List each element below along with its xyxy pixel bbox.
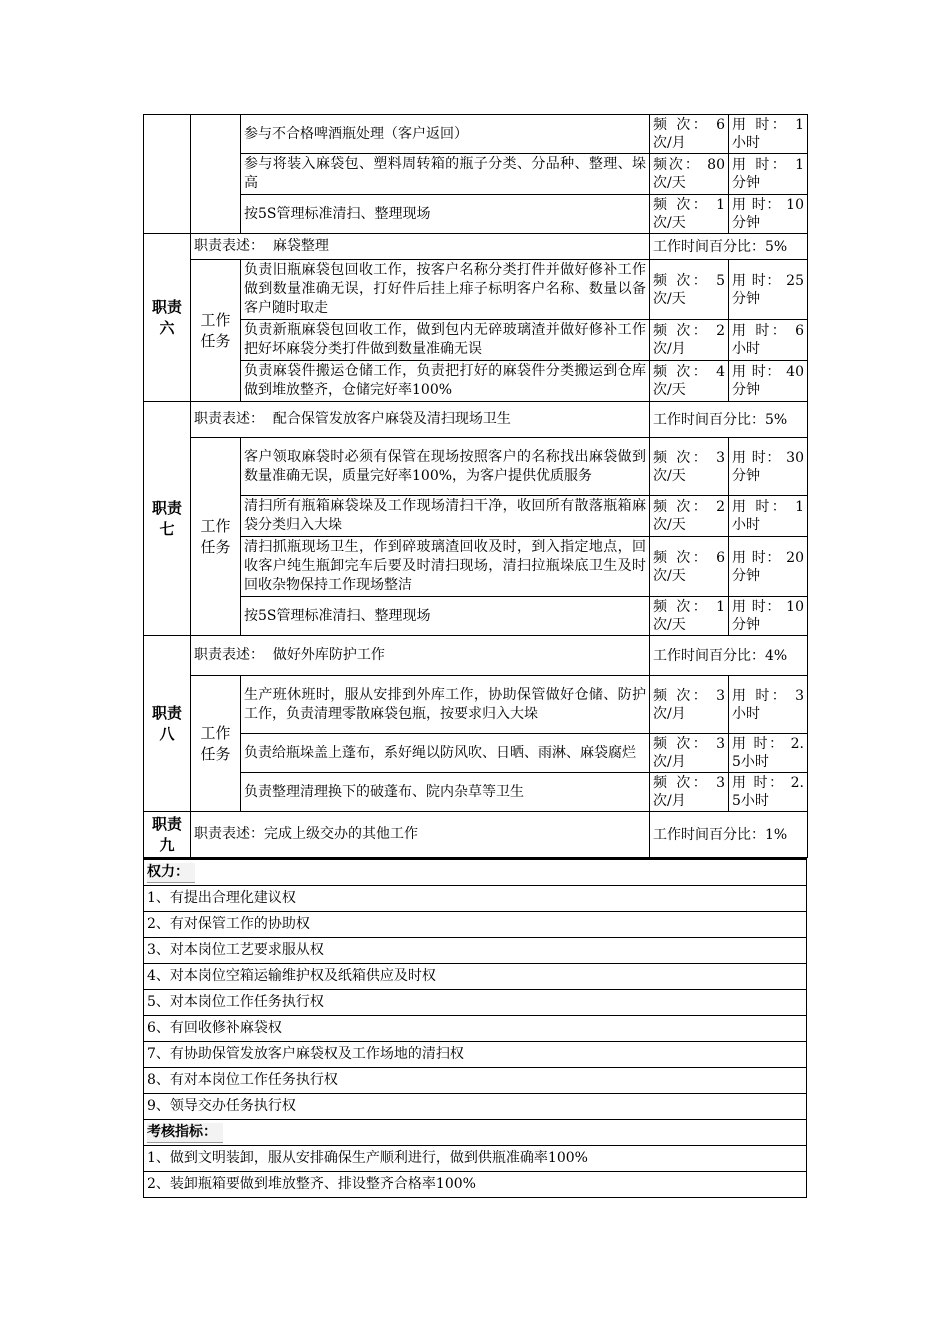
duty-description-label: 职责表述： [194,411,264,427]
task-duration: 用 时： 25分钟 [729,260,808,320]
list-item [144,1094,807,1120]
task-duration: 用 时： 2.5小时 [729,734,808,773]
task-frequency: 频 次： 2次/月 [650,320,729,361]
task-frequency: 频 次： 1次/天 [650,195,729,234]
power-item: 5、对本岗位工作任务执行权 [144,990,807,1016]
task-text: 清扫抓瓶现场卫生，作到碎玻璃渣回收及时，到入指定地点，回收客户纯生瓶卸完车后要及时清扫现场，清扫拉瓶垛底卫生及时回收杂物保持工作现场整洁 [241,537,650,597]
table-row [144,597,808,636]
task-text: 客户领取麻袋时必须有保管在现场按照客户的名称找出麻袋做到数量准确无误，质量完好率100%，为客户提供优质服务 [241,438,650,496]
power-item: 4、对本岗位空箱运输维护权及纸箱供应及时权 [144,964,807,990]
powers-title-text: 权力： [147,863,195,883]
duty-description-label: 职责表述： [194,826,264,842]
kpi-item: 2、装卸瓶箱要做到堆放整齐、排设整齐合格率100% [144,1172,807,1198]
table-row [144,773,808,812]
list-item [144,886,807,912]
task-text: 负责整理清理换下的破蓬布、院内杂草等卫生 [241,773,650,812]
duty-description-text: 做好外库防护工作 [272,647,385,663]
power-item: 8、有对本岗位工作任务执行权 [144,1068,807,1094]
duty-description [191,812,650,858]
table-row [144,320,808,361]
task-label: 工作任务 [191,260,241,402]
task-duration: 用 时： 6小时 [729,320,808,361]
task-label-cell [191,115,241,234]
task-duration: 用 时： 1小时 [729,115,808,154]
task-duration: 用 时： 2.5小时 [729,773,808,812]
task-duration: 用 时： 3小时 [729,676,808,734]
table-row [144,438,808,496]
task-frequency: 频 次： 4次/天 [650,361,729,402]
duty-sheet [143,114,807,1198]
list-item [144,1042,807,1068]
table-row [144,115,808,154]
work-time-percentage: 工作时间百分比：4% [650,636,808,676]
power-item: 2、有对保管工作的协助权 [144,912,807,938]
task-duration: 用 时： 40分钟 [729,361,808,402]
powers-table [143,858,807,1198]
table-row [144,361,808,402]
task-text: 负责旧瓶麻袋包回收工作，按客户名称分类打件并做好修补工作做到数量准确无误，打好件后挂上痱子标明客户名称、数量以备客户随时取走 [241,260,650,320]
table-row [144,734,808,773]
task-duration: 用 时： 10分钟 [729,597,808,636]
table-row [144,537,808,597]
table-row [144,676,808,734]
work-time-percentage: 工作时间百分比：5% [650,234,808,260]
task-frequency: 频 次： 1次/天 [650,597,729,636]
task-frequency: 频 次： 6次/天 [650,537,729,597]
task-frequency: 频次： 80次/天 [650,154,729,195]
table-row [144,402,808,438]
task-duration: 用 时： 20分钟 [729,537,808,597]
task-frequency: 频 次： 3次/月 [650,676,729,734]
duty-label: 职责九 [144,812,191,858]
task-frequency: 频 次： 2次/天 [650,496,729,537]
table-row [144,496,808,537]
powers-title [144,859,807,886]
kpi-title-text: 考核指标： [147,1123,223,1143]
table-row [144,195,808,234]
task-text: 负责麻袋件搬运仓储工作，负责把打好的麻袋件分类搬运到仓库做到堆放整齐，仓储完好率100% [241,361,650,402]
list-item [144,938,807,964]
duty-description [191,402,650,438]
task-text: 清扫所有瓶箱麻袋垛及工作现场清扫干净，收回所有散落瓶箱麻袋分类归入大垛 [241,496,650,537]
duty-description-text: 完成上级交办的其他工作 [264,826,418,842]
task-text: 生产班休班时，服从安排到外库工作，协助保管做好仓储、防护工作，负责清理零散麻袋包瓶，按要求归入大垛 [241,676,650,734]
duty-label: 职责六 [144,234,191,402]
task-frequency: 频 次： 6次/月 [650,115,729,154]
task-label: 工作任务 [191,438,241,636]
duty-description-text: 配合保管发放客户麻袋及清扫现场卫生 [272,411,511,427]
table-row [144,812,808,858]
kpi-title [144,1120,807,1146]
power-item: 9、领导交办任务执行权 [144,1094,807,1120]
power-item: 3、对本岗位工艺要求服从权 [144,938,807,964]
power-item: 7、有协助保管发放客户麻袋权及工作场地的清扫权 [144,1042,807,1068]
list-item [144,1146,807,1172]
task-frequency: 频 次： 3次/月 [650,773,729,812]
task-frequency: 频 次： 3次/月 [650,734,729,773]
power-item: 1、有提出合理化建议权 [144,886,807,912]
duty-description [191,636,650,676]
work-time-percentage: 工作时间百分比：5% [650,402,808,438]
task-text: 负责给瓶垛盖上蓬布，系好绳以防风吹、日晒、雨淋、麻袋腐烂 [241,734,650,773]
section-header-row [144,859,807,886]
duty-label-cell [144,115,191,234]
duty-description [191,234,650,260]
duty-description-label: 职责表述： [194,647,264,663]
task-duration: 用 时： 10分钟 [729,195,808,234]
list-item [144,964,807,990]
task-text: 负责新瓶麻袋包回收工作，做到包内无碎玻璃渣并做好修补工作把好坏麻袋分类打件做到数量准确无误 [241,320,650,361]
section-header-row [144,1120,807,1146]
duty-table [143,114,808,858]
task-label: 工作任务 [191,676,241,812]
table-row [144,154,808,195]
table-row [144,260,808,320]
duty-description-label: 职责表述： [194,238,264,254]
duty-description-text: 麻袋整理 [272,238,329,254]
task-frequency: 频 次： 3次/天 [650,438,729,496]
task-text: 按5S管理标准清扫、整理现场 [241,195,650,234]
task-frequency: 频 次： 5次/天 [650,260,729,320]
table-row [144,636,808,676]
duty-label: 职责八 [144,636,191,812]
list-item [144,1068,807,1094]
power-item: 6、有回收修补麻袋权 [144,1016,807,1042]
task-duration: 用 时： 1分钟 [729,154,808,195]
task-duration: 用 时： 30分钟 [729,438,808,496]
work-time-percentage: 工作时间百分比：1% [650,812,808,858]
table-row [144,234,808,260]
list-item [144,1016,807,1042]
task-text: 参与将装入麻袋包、塑料周转箱的瓶子分类、分品种、整理、垛高 [241,154,650,195]
list-item [144,912,807,938]
duty-label: 职责七 [144,402,191,636]
kpi-item: 1、做到文明装卸，服从安排确保生产顺利进行，做到供瓶准确率100% [144,1146,807,1172]
task-text: 参与不合格啤酒瓶处理（客户返回） [241,115,650,154]
task-text: 按5S管理标准清扫、整理现场 [241,597,650,636]
task-duration: 用 时： 1小时 [729,496,808,537]
list-item [144,1172,807,1198]
list-item [144,990,807,1016]
